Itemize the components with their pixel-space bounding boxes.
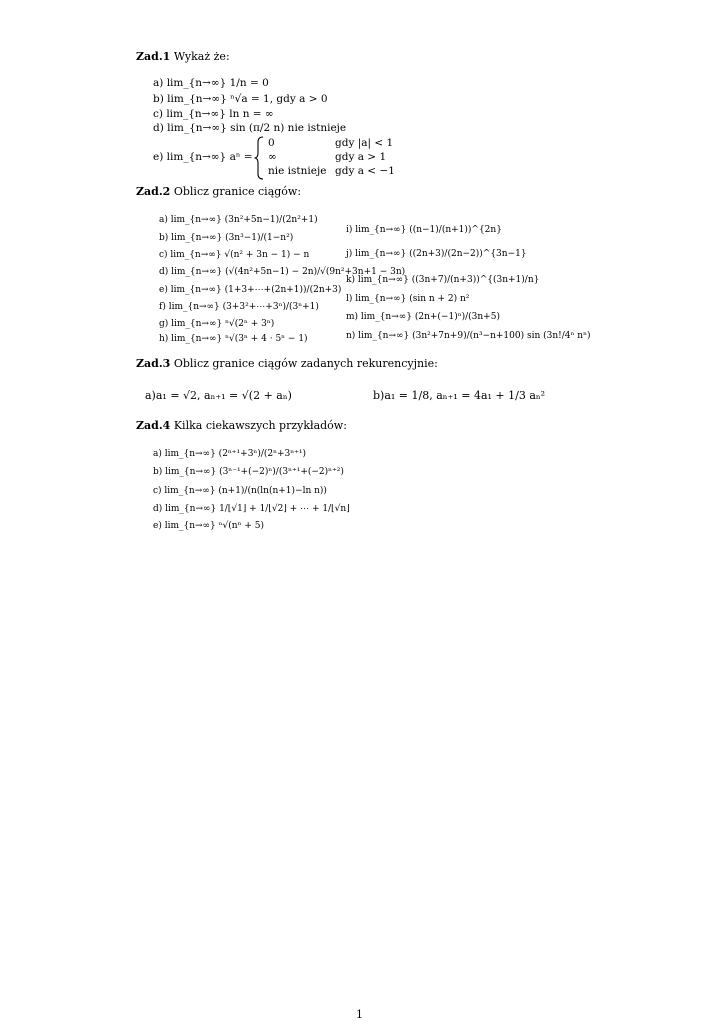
zad2-right-l: l) lim_{n→∞} (sin n + 2) n² (346, 294, 470, 304)
case-1-value: ∞ (268, 151, 277, 163)
zad1-item-d: d) lim_{n→∞} sin (π/2 n) nie istnieje (153, 122, 347, 134)
zad3-heading (136, 358, 438, 370)
page-number: 1 (356, 1008, 363, 1021)
case-1-cond: gdy a > 1 (335, 151, 387, 163)
zad2-left-g: g) lim_{n→∞} ⁿ√(2ⁿ + 3ⁿ) (159, 319, 275, 329)
zad1-heading-bold: Zad.1 (136, 50, 171, 63)
zad2-heading-text: Oblicz granice ciągów: (173, 185, 302, 198)
zad2-right-j: j) lim_{n→∞} ((2n+3)/(2n−2))^{3n−1} (346, 249, 527, 259)
zad2-left-b: b) lim_{n→∞} (3n³−1)/(1−n²) (159, 233, 294, 243)
zad1-heading (136, 51, 230, 63)
zad3-a: a)a₁ = √2, aₙ₊₁ = √(2 + aₙ) (145, 389, 292, 402)
cases-brace (254, 136, 264, 180)
zad2-left-e: e) lim_{n→∞} (1+3+⋯+(2n+1))/(2n+3) (159, 285, 342, 295)
zad2-left-c: c) lim_{n→∞} √(n² + 3n − 1) − n (159, 250, 310, 260)
zad2-heading (136, 186, 301, 198)
zad2-right-i: i) lim_{n→∞} ((n−1)/(n+1))^{2n} (346, 225, 502, 235)
zad2-left-d: d) lim_{n→∞} (√(4n²+5n−1) − 2n)/√(9n²+3n+1 − 3n) (159, 267, 406, 277)
zad2-left-h: h) lim_{n→∞} ⁿ√(3ⁿ + 4 · 5ⁿ − 1) (159, 334, 308, 344)
zad2-right-k: k) lim_{n→∞} ((3n+7)/(n+3))^{(3n+1)/n} (346, 275, 540, 285)
zad2-left-f: f) lim_{n→∞} (3+3²+⋯+3ⁿ)/(3ⁿ+1) (159, 302, 319, 312)
zad1-heading-text: Wykaż że: (173, 50, 230, 63)
case-2-value: nie istnieje (268, 165, 327, 177)
zad2-heading-bold: Zad.2 (136, 185, 171, 198)
zad1-item-c: c) lim_{n→∞} ln n = ∞ (153, 108, 274, 120)
zad3-heading-text: Oblicz granice ciągów zadanych rekurencyjnie: (173, 357, 438, 370)
zad2-right-n: n) lim_{n→∞} (3n²+7n+9)/(n³−n+100) sin (3n!/4ⁿ nⁿ) (346, 331, 591, 341)
zad4-item-d: d) lim_{n→∞} 1/⌊√1⌋ + 1/⌊√2⌋ + ⋯ + 1/⌊√n⌋ (153, 504, 350, 514)
zad4-item-c: c) lim_{n→∞} (n+1)/(n(ln(n+1)−ln n)) (153, 486, 327, 496)
zad1-item-b: b) lim_{n→∞} ⁿ√a = 1, gdy a > 0 (153, 93, 328, 105)
zad2-left-a: a) lim_{n→∞} (3n²+5n−1)/(2n²+1) (159, 215, 318, 225)
zad3-heading-bold: Zad.3 (136, 357, 171, 370)
zad3-b: b)a₁ = 1/8, aₙ₊₁ = 4a₁ + 1/3 aₙ² (373, 389, 546, 402)
zad1-item-e-label: e) lim_{n→∞} aⁿ = (153, 151, 253, 163)
zad4-item-b: b) lim_{n→∞} (3ⁿ⁻¹+(−2)ⁿ)/(3ⁿ⁺¹+(−2)ⁿ⁺²) (153, 467, 344, 477)
case-0-value: 0 (268, 137, 275, 149)
zad4-item-e: e) lim_{n→∞} ⁿ√(nⁿ + 5) (153, 521, 264, 531)
zad4-heading (136, 420, 347, 432)
zad2-right-m: m) lim_{n→∞} (2n+(−1)ⁿ)/(3n+5) (346, 312, 500, 322)
zad1-item-a: a) lim_{n→∞} 1/n = 0 (153, 77, 269, 89)
case-0-cond: gdy |a| < 1 (335, 137, 394, 149)
case-2-cond: gdy a < −1 (335, 165, 395, 177)
zad4-item-a: a) lim_{n→∞} (2ⁿ⁺¹+3ⁿ)/(2ⁿ+3ⁿ⁺¹) (153, 449, 307, 459)
zad4-heading-bold: Zad.4 (136, 419, 171, 432)
zad4-heading-text: Kilka ciekawszych przykładów: (173, 419, 347, 432)
